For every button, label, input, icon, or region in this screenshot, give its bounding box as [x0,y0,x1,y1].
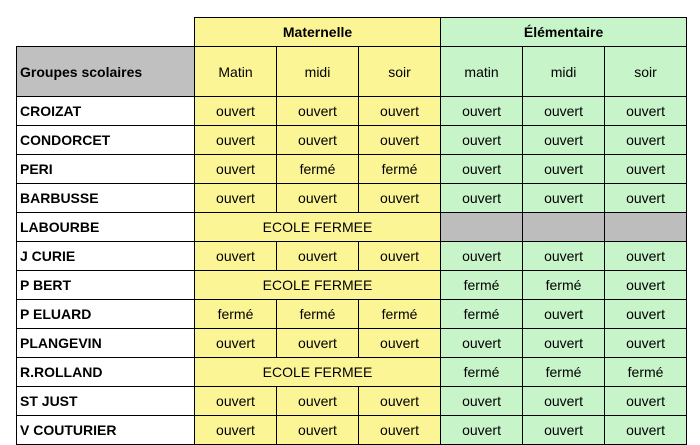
mat-col-header: midi [277,47,359,97]
maternelle-status-cell: ouvert [359,387,441,416]
elementaire-status-cell: ouvert [441,97,523,126]
elementaire-status-cell: ouvert [441,387,523,416]
maternelle-status-cell: fermé [277,300,359,329]
elem-col-header: midi [523,47,605,97]
elementaire-status-cell: ouvert [441,416,523,445]
maternelle-status-cell: ouvert [359,126,441,155]
maternelle-status-cell: ouvert [277,126,359,155]
elementaire-status-cell: ouvert [441,242,523,271]
table-row [17,213,687,242]
schedule-table [16,17,687,445]
maternelle-status-cell: ouvert [277,387,359,416]
maternelle-status-cell: fermé [359,300,441,329]
elementaire-status-cell: fermé [441,358,523,387]
elementaire-empty-cell [605,213,687,242]
elementaire-status-cell: ouvert [605,329,687,358]
table-row [17,416,687,445]
maternelle-status-cell: ouvert [277,184,359,213]
table-row [17,271,687,300]
elementaire-status-cell: ouvert [441,126,523,155]
maternelle-status-cell: ouvert [195,97,277,126]
maternelle-status-cell: fermé [277,155,359,184]
elementaire-status-cell: ouvert [523,387,605,416]
maternelle-status-cell: ouvert [277,329,359,358]
elementaire-status-cell: ouvert [605,97,687,126]
table-row [17,155,687,184]
elementaire-status-cell: ouvert [523,300,605,329]
elementaire-status-cell: ouvert [605,126,687,155]
header-row-groups [17,18,687,47]
maternelle-status-cell: ouvert [195,184,277,213]
school-name: PLANGEVIN [17,329,195,358]
elementaire-status-cell: ouvert [523,329,605,358]
school-name: P BERT [17,271,195,300]
maternelle-status-cell: ouvert [195,242,277,271]
maternelle-status-cell: ouvert [359,329,441,358]
elementaire-status-cell: ouvert [605,184,687,213]
elementaire-status-cell: ouvert [523,242,605,271]
table-row [17,97,687,126]
elementaire-status-cell: ouvert [605,416,687,445]
school-name: R.ROLLAND [17,358,195,387]
maternelle-status-cell: ouvert [359,184,441,213]
maternelle-status-cell: fermé [359,155,441,184]
maternelle-status-cell: ouvert [277,97,359,126]
table-row [17,329,687,358]
mat-col-header: Matin [195,47,277,97]
elementaire-empty-cell [441,213,523,242]
school-name: BARBUSSE [17,184,195,213]
elementaire-status-cell: fermé [441,271,523,300]
elementaire-status-cell: fermé [441,300,523,329]
maternelle-status-cell: ouvert [359,416,441,445]
elementaire-status-cell: ouvert [523,97,605,126]
school-closed-cell: ECOLE FERMEE [195,271,441,300]
table-row [17,300,687,329]
school-name: CONDORCET [17,126,195,155]
maternelle-status-cell: ouvert [195,329,277,358]
elementaire-status-cell: ouvert [523,416,605,445]
maternelle-status-cell: ouvert [195,387,277,416]
maternelle-status-cell: fermé [195,300,277,329]
elementaire-header: Élémentaire [441,18,687,47]
maternelle-status-cell: ouvert [359,242,441,271]
maternelle-status-cell: ouvert [195,126,277,155]
elementaire-status-cell: ouvert [523,155,605,184]
school-name: P ELUARD [17,300,195,329]
elementaire-status-cell: fermé [523,358,605,387]
elementaire-status-cell: fermé [605,358,687,387]
mat-col-header: soir [359,47,441,97]
table-row [17,184,687,213]
elementaire-status-cell: ouvert [441,155,523,184]
elem-col-header: matin [441,47,523,97]
maternelle-status-cell: ouvert [195,416,277,445]
elementaire-status-cell: ouvert [605,271,687,300]
blank-corner [17,18,195,47]
maternelle-status-cell: ouvert [195,155,277,184]
elementaire-status-cell: ouvert [605,155,687,184]
maternelle-header: Maternelle [195,18,441,47]
elementaire-status-cell: ouvert [441,184,523,213]
groupes-scolaires-header: Groupes scolaires [17,47,195,97]
elementaire-status-cell: ouvert [523,184,605,213]
elementaire-status-cell: ouvert [523,126,605,155]
school-name: J CURIE [17,242,195,271]
elementaire-status-cell: fermé [523,271,605,300]
school-closed-cell: ECOLE FERMEE [195,358,441,387]
elementaire-empty-cell [523,213,605,242]
elementaire-status-cell: ouvert [605,387,687,416]
elementaire-status-cell: ouvert [605,242,687,271]
school-name: PERI [17,155,195,184]
table-row [17,387,687,416]
table-row [17,126,687,155]
maternelle-status-cell: ouvert [359,97,441,126]
table-row [17,242,687,271]
table-row [17,358,687,387]
header-row-times [17,47,687,97]
school-name: ST JUST [17,387,195,416]
elementaire-status-cell: ouvert [605,300,687,329]
school-closed-cell: ECOLE FERMEE [195,213,441,242]
maternelle-status-cell: ouvert [277,242,359,271]
school-name: LABOURBE [17,213,195,242]
maternelle-status-cell: ouvert [277,416,359,445]
elementaire-status-cell: ouvert [441,329,523,358]
elem-col-header: soir [605,47,687,97]
school-name: V COUTURIER [17,416,195,445]
school-name: CROIZAT [17,97,195,126]
